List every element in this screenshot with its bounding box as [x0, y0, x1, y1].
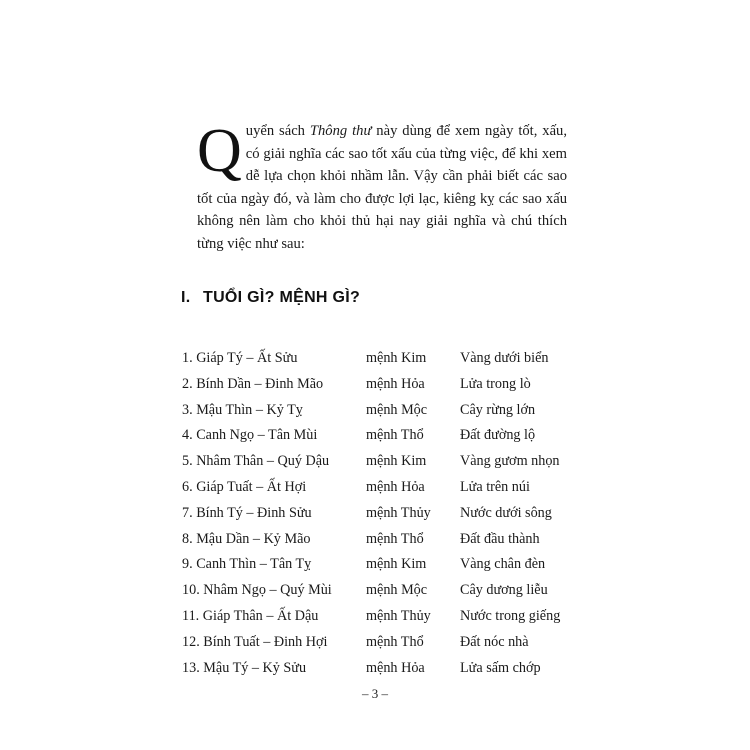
menh-cell: mệnh Hỏa — [366, 659, 425, 676]
menh-cell: mệnh Mộc — [366, 582, 428, 599]
menh-cell: mệnh Thổ — [366, 530, 424, 547]
element-description-cell: Nước trong giếng — [460, 607, 561, 624]
age-cell: 4. Canh Ngọ – Tân Mùi — [182, 427, 318, 444]
age-element-table — [182, 348, 582, 683]
table-row — [182, 374, 582, 400]
table-row — [182, 606, 582, 632]
age-cell: 10. Nhâm Ngọ – Quý Mùi — [182, 582, 332, 599]
menh-cell: mệnh Hỏa — [366, 375, 425, 392]
table-row — [182, 554, 582, 580]
age-cell: 13. Mậu Tý – Kỷ Sửu — [182, 659, 307, 676]
table-row — [182, 658, 582, 684]
age-cell: 9. Canh Thìn – Tân Tỵ — [182, 556, 312, 573]
table-row — [182, 348, 582, 374]
age-cell: 12. Bính Tuất – Đinh Hợi — [182, 633, 328, 650]
element-description-cell: Đất nóc nhà — [460, 633, 529, 650]
table-row — [182, 503, 582, 529]
drop-cap: Q — [197, 117, 242, 185]
age-cell: 3. Mậu Thìn – Kỷ Tỵ — [182, 401, 303, 418]
element-description-cell: Đất đường lộ — [460, 427, 536, 444]
table-row — [182, 580, 582, 606]
intro-text-start: uyển sách — [245, 123, 310, 139]
element-description-cell: Lửa trên núi — [460, 478, 530, 495]
page-number: – 3 – — [362, 686, 388, 701]
table-row — [182, 425, 582, 451]
element-description-cell: Cây dương liễu — [460, 582, 548, 599]
table-row — [182, 632, 582, 658]
menh-cell: mệnh Thủy — [366, 607, 431, 624]
menh-cell: mệnh Thổ — [366, 427, 424, 444]
section-title: TUỔI GÌ? MỆNH GÌ? — [203, 289, 361, 306]
intro-paragraph — [197, 117, 567, 256]
intro-text-rest: này dùng để xem ngày tốt, xấu, có giải nghĩa các sao tốt xấu của từng việc, để khi xem dễ lựa chọn khỏi nhầm lẫn. Vậy cần phải biết các sao tốt của ngày đó, và làm cho được lợi lạc, kiêng kỵ các sao xấu không nên làm cho khỏi thủ hại nay giải nghĩa và chú thích từng việc như sau: — [197, 123, 567, 252]
element-description-cell: Đất đầu thành — [460, 530, 540, 547]
element-description-cell: Vàng dưới biển — [460, 350, 549, 366]
menh-cell: mệnh Thổ — [366, 633, 424, 650]
age-cell: 5. Nhâm Thân – Quý Dậu — [182, 453, 330, 470]
menh-cell: mệnh Mộc — [366, 401, 428, 418]
table-row — [182, 451, 582, 477]
menh-cell: mệnh Hỏa — [366, 478, 425, 495]
menh-cell: mệnh Kim — [366, 350, 427, 366]
section-heading — [181, 289, 360, 307]
table-row — [182, 400, 582, 426]
table-row — [182, 477, 582, 503]
menh-cell: mệnh Thủy — [366, 504, 431, 521]
age-cell: 7. Bính Tý – Đinh Sửu — [182, 504, 312, 521]
menh-cell: mệnh Kim — [366, 556, 427, 573]
age-cell: 11. Giáp Thân – Ất Dậu — [182, 607, 319, 624]
age-cell: 2. Bính Dần – Đinh Mão — [182, 375, 324, 392]
element-description-cell: Cây rừng lớn — [460, 401, 536, 418]
age-cell: 8. Mậu Dần – Kỷ Mão — [182, 530, 311, 547]
element-description-cell: Vàng chân đèn — [460, 556, 546, 573]
book-title: Thông thư — [309, 123, 372, 139]
element-description-cell: Lửa sấm chớp — [460, 659, 541, 676]
element-description-cell: Vàng gươm nhọn — [460, 453, 560, 470]
age-cell: 6. Giáp Tuất – Ất Hợi — [182, 478, 307, 495]
age-cell: 1. Giáp Tý – Ất Sửu — [182, 350, 298, 366]
menh-cell: mệnh Kim — [366, 453, 427, 470]
element-description-cell: Lửa trong lò — [460, 375, 531, 392]
element-description-cell: Nước dưới sông — [460, 504, 552, 521]
section-number: I. — [181, 289, 191, 306]
table-row — [182, 529, 582, 555]
